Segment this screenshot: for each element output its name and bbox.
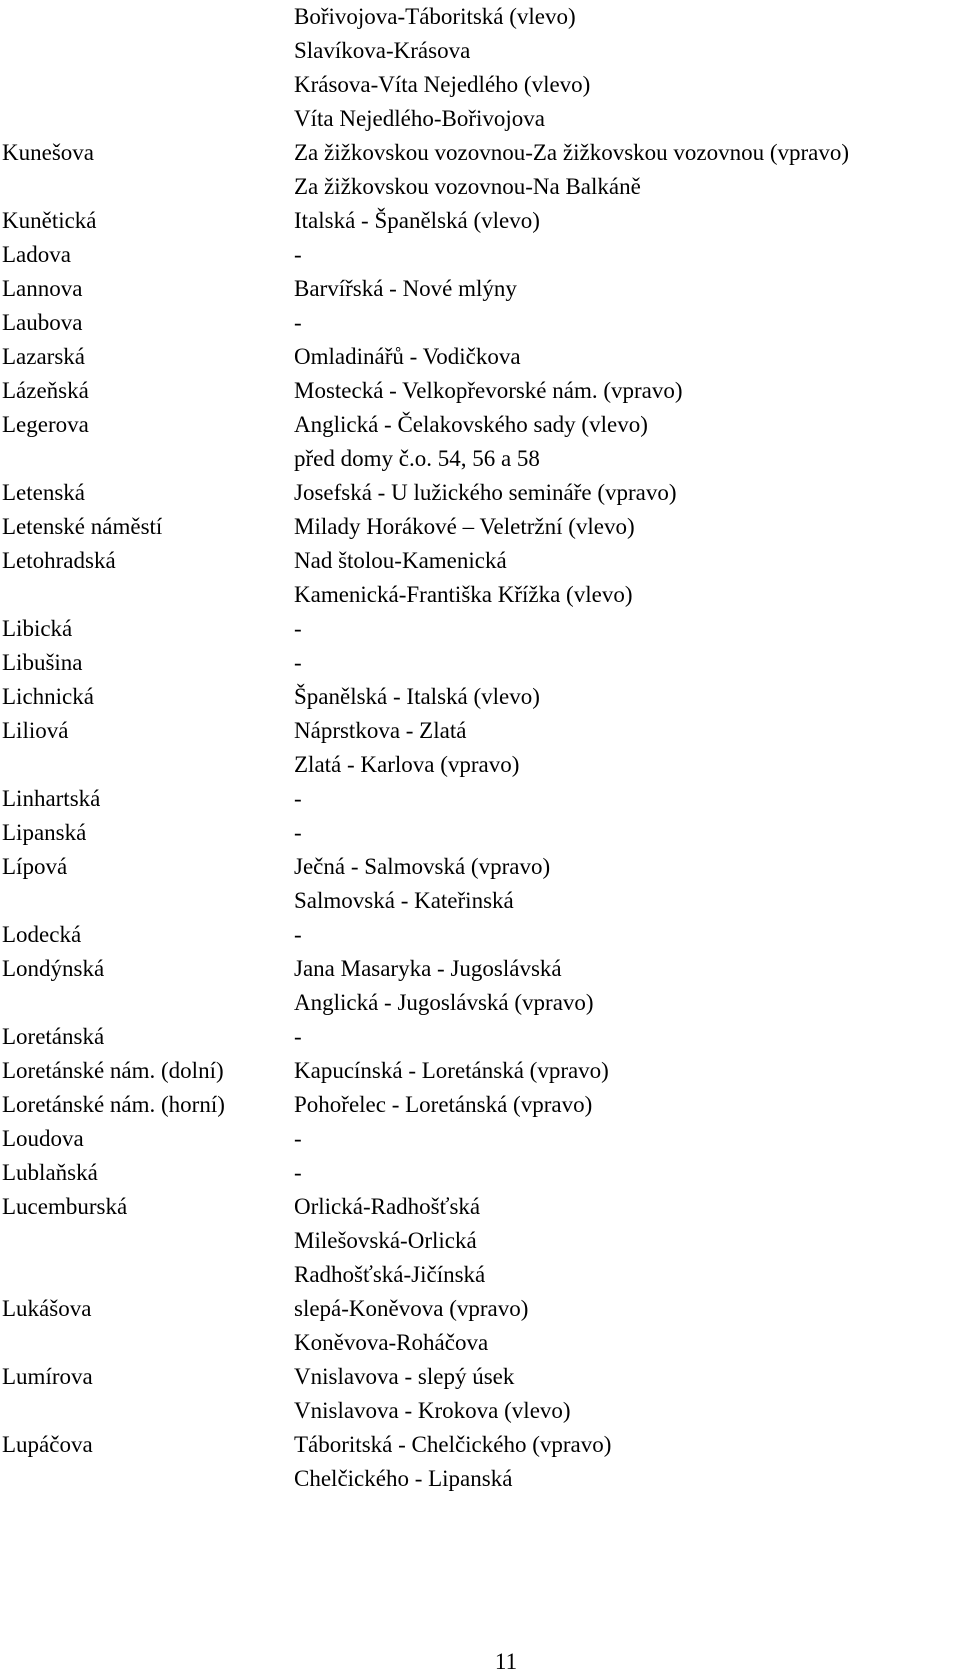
table-row [0, 884, 960, 918]
table-row [0, 952, 960, 986]
street-segment: Krásova-Víta Nejedlého (vlevo) [294, 72, 591, 97]
table-row [0, 136, 960, 170]
street-name: Lumírova [2, 1364, 93, 1389]
street-segment: Jana Masaryka - Jugoslávská [294, 956, 562, 981]
street-name: Legerova [2, 412, 89, 437]
table-row [0, 1190, 960, 1224]
street-name: Lodecká [2, 922, 82, 947]
table-row [0, 1224, 960, 1258]
street-name: Libická [2, 616, 73, 641]
street-name: Lipanská [2, 820, 87, 845]
street-segment: Anglická - Jugoslávská (vpravo) [294, 990, 594, 1015]
table-row [0, 1122, 960, 1156]
street-segment: Omladinářů - Vodičkova [294, 344, 521, 369]
street-name: Lichnická [2, 684, 94, 709]
street-segment: Slavíkova-Krásova [294, 38, 471, 63]
table-row [0, 306, 960, 340]
street-name: Kunětická [2, 208, 97, 233]
table-row [0, 714, 960, 748]
table-row [0, 476, 960, 510]
street-segment: - [294, 820, 302, 845]
table-row [0, 408, 960, 442]
street-name: Lublaňská [2, 1160, 98, 1185]
street-name: Loretánská [2, 1024, 105, 1049]
street-segment: - [294, 242, 302, 267]
street-name: Letenská [2, 480, 86, 505]
table-row [0, 1020, 960, 1054]
table-row [0, 1088, 960, 1122]
table-row [0, 680, 960, 714]
street-segment: Orlická-Radhošťská [294, 1194, 481, 1219]
street-name: Linhartská [2, 786, 101, 811]
table-row [0, 544, 960, 578]
table-row [0, 1292, 960, 1326]
street-segment: Španělská - Italská (vlevo) [294, 684, 540, 709]
table-row [0, 1462, 960, 1496]
table-row [0, 340, 960, 374]
table-row [0, 782, 960, 816]
street-segment: Pohořelec - Loretánská (vpravo) [294, 1092, 593, 1117]
street-name: Lannova [2, 276, 83, 301]
street-name: Lukášova [2, 1296, 92, 1321]
street-segment: Barvířská - Nové mlýny [294, 276, 517, 301]
street-name: Kunešova [2, 140, 94, 165]
street-segment: před domy č.o. 54, 56 a 58 [294, 446, 540, 471]
table-row [0, 510, 960, 544]
street-segment: Radhošťská-Jičínská [294, 1262, 486, 1287]
street-segment: Josefská - U lužického semináře (vpravo) [294, 480, 677, 505]
street-name: Letenské náměstí [2, 514, 163, 539]
street-name: Lucemburská [2, 1194, 128, 1219]
street-name: Liliová [2, 718, 69, 743]
street-segment: - [294, 310, 302, 335]
street-segment: Náprstkova - Zlatá [294, 718, 467, 743]
table-row [0, 1326, 960, 1360]
table-row [0, 204, 960, 238]
table-row [0, 918, 960, 952]
street-segment: Mostecká - Velkopřevorské nám. (vpravo) [294, 378, 683, 403]
street-segment: Salmovská - Kateřinská [294, 888, 514, 913]
table-row [0, 646, 960, 680]
street-segment: Koněvova-Roháčova [294, 1330, 489, 1355]
table-row [0, 102, 960, 136]
page-number: 11 [494, 1649, 518, 1674]
table-row [0, 578, 960, 612]
street-name: Loretánské nám. (dolní) [2, 1058, 224, 1083]
street-name: Lípová [2, 854, 68, 879]
table-row [0, 0, 960, 34]
table-row [0, 170, 960, 204]
street-name: Lupáčova [2, 1432, 93, 1457]
street-segment: - [294, 1126, 302, 1151]
street-segment: Italská - Španělská (vlevo) [294, 208, 540, 233]
table-row [0, 442, 960, 476]
street-segment: - [294, 616, 302, 641]
table-row [0, 238, 960, 272]
table-row [0, 748, 960, 782]
street-segment: - [294, 1160, 302, 1185]
street-segment: Vnislavova - slepý úsek [294, 1364, 515, 1389]
street-name: Lázeňská [2, 378, 89, 403]
table-row [0, 1156, 960, 1190]
table-row [0, 1360, 960, 1394]
street-name: Londýnská [2, 956, 105, 981]
table-row [0, 1054, 960, 1088]
street-segment: Kamenická-Františka Křížka (vlevo) [294, 582, 633, 607]
street-segment: - [294, 922, 302, 947]
table-row [0, 272, 960, 306]
street-name: Letohradská [2, 548, 116, 573]
street-segment: Milešovská-Orlická [294, 1228, 477, 1253]
street-segment: Víta Nejedlého-Bořivojova [294, 106, 546, 131]
street-segment: - [294, 786, 302, 811]
street-segment: Bořivojova-Táboritská (vlevo) [294, 4, 576, 29]
table-row [0, 1428, 960, 1462]
street-segment: Chelčického - Lipanská [294, 1466, 513, 1491]
table-row [0, 816, 960, 850]
street-segment: Za žižkovskou vozovnou-Na Balkáně [294, 174, 641, 199]
street-segment: Za žižkovskou vozovnou-Za žižkovskou vozovnou (vpravo) [294, 140, 850, 165]
table-row [0, 34, 960, 68]
street-name: Laubova [2, 310, 83, 335]
street-segment: Ječná - Salmovská (vpravo) [294, 854, 551, 879]
street-segment: slepá-Koněvova (vpravo) [294, 1296, 529, 1321]
table-row [0, 850, 960, 884]
street-name: Loudova [2, 1126, 84, 1151]
table-row [0, 374, 960, 408]
street-name: Ladova [2, 242, 71, 267]
street-segment: Zlatá - Karlova (vpravo) [294, 752, 520, 777]
street-segment: Nad štolou-Kamenická [294, 548, 507, 573]
street-name: Lazarská [2, 344, 85, 369]
table-row [0, 612, 960, 646]
street-segment: Anglická - Čelakovského sady (vlevo) [294, 412, 648, 437]
street-segment: Vnislavova - Krokova (vlevo) [294, 1398, 571, 1423]
street-segment: Milady Horákové – Veletržní (vlevo) [294, 514, 635, 539]
street-segment: - [294, 1024, 302, 1049]
street-segment: Táboritská - Chelčického (vpravo) [294, 1432, 612, 1457]
street-name: Loretánské nám. (horní) [2, 1092, 225, 1117]
table-row [0, 1394, 960, 1428]
table-row [0, 986, 960, 1020]
table-row [0, 1258, 960, 1292]
street-segment: Kapucínská - Loretánská (vpravo) [294, 1058, 609, 1083]
table-row [0, 68, 960, 102]
street-name: Libušina [2, 650, 83, 675]
street-segment: - [294, 650, 302, 675]
